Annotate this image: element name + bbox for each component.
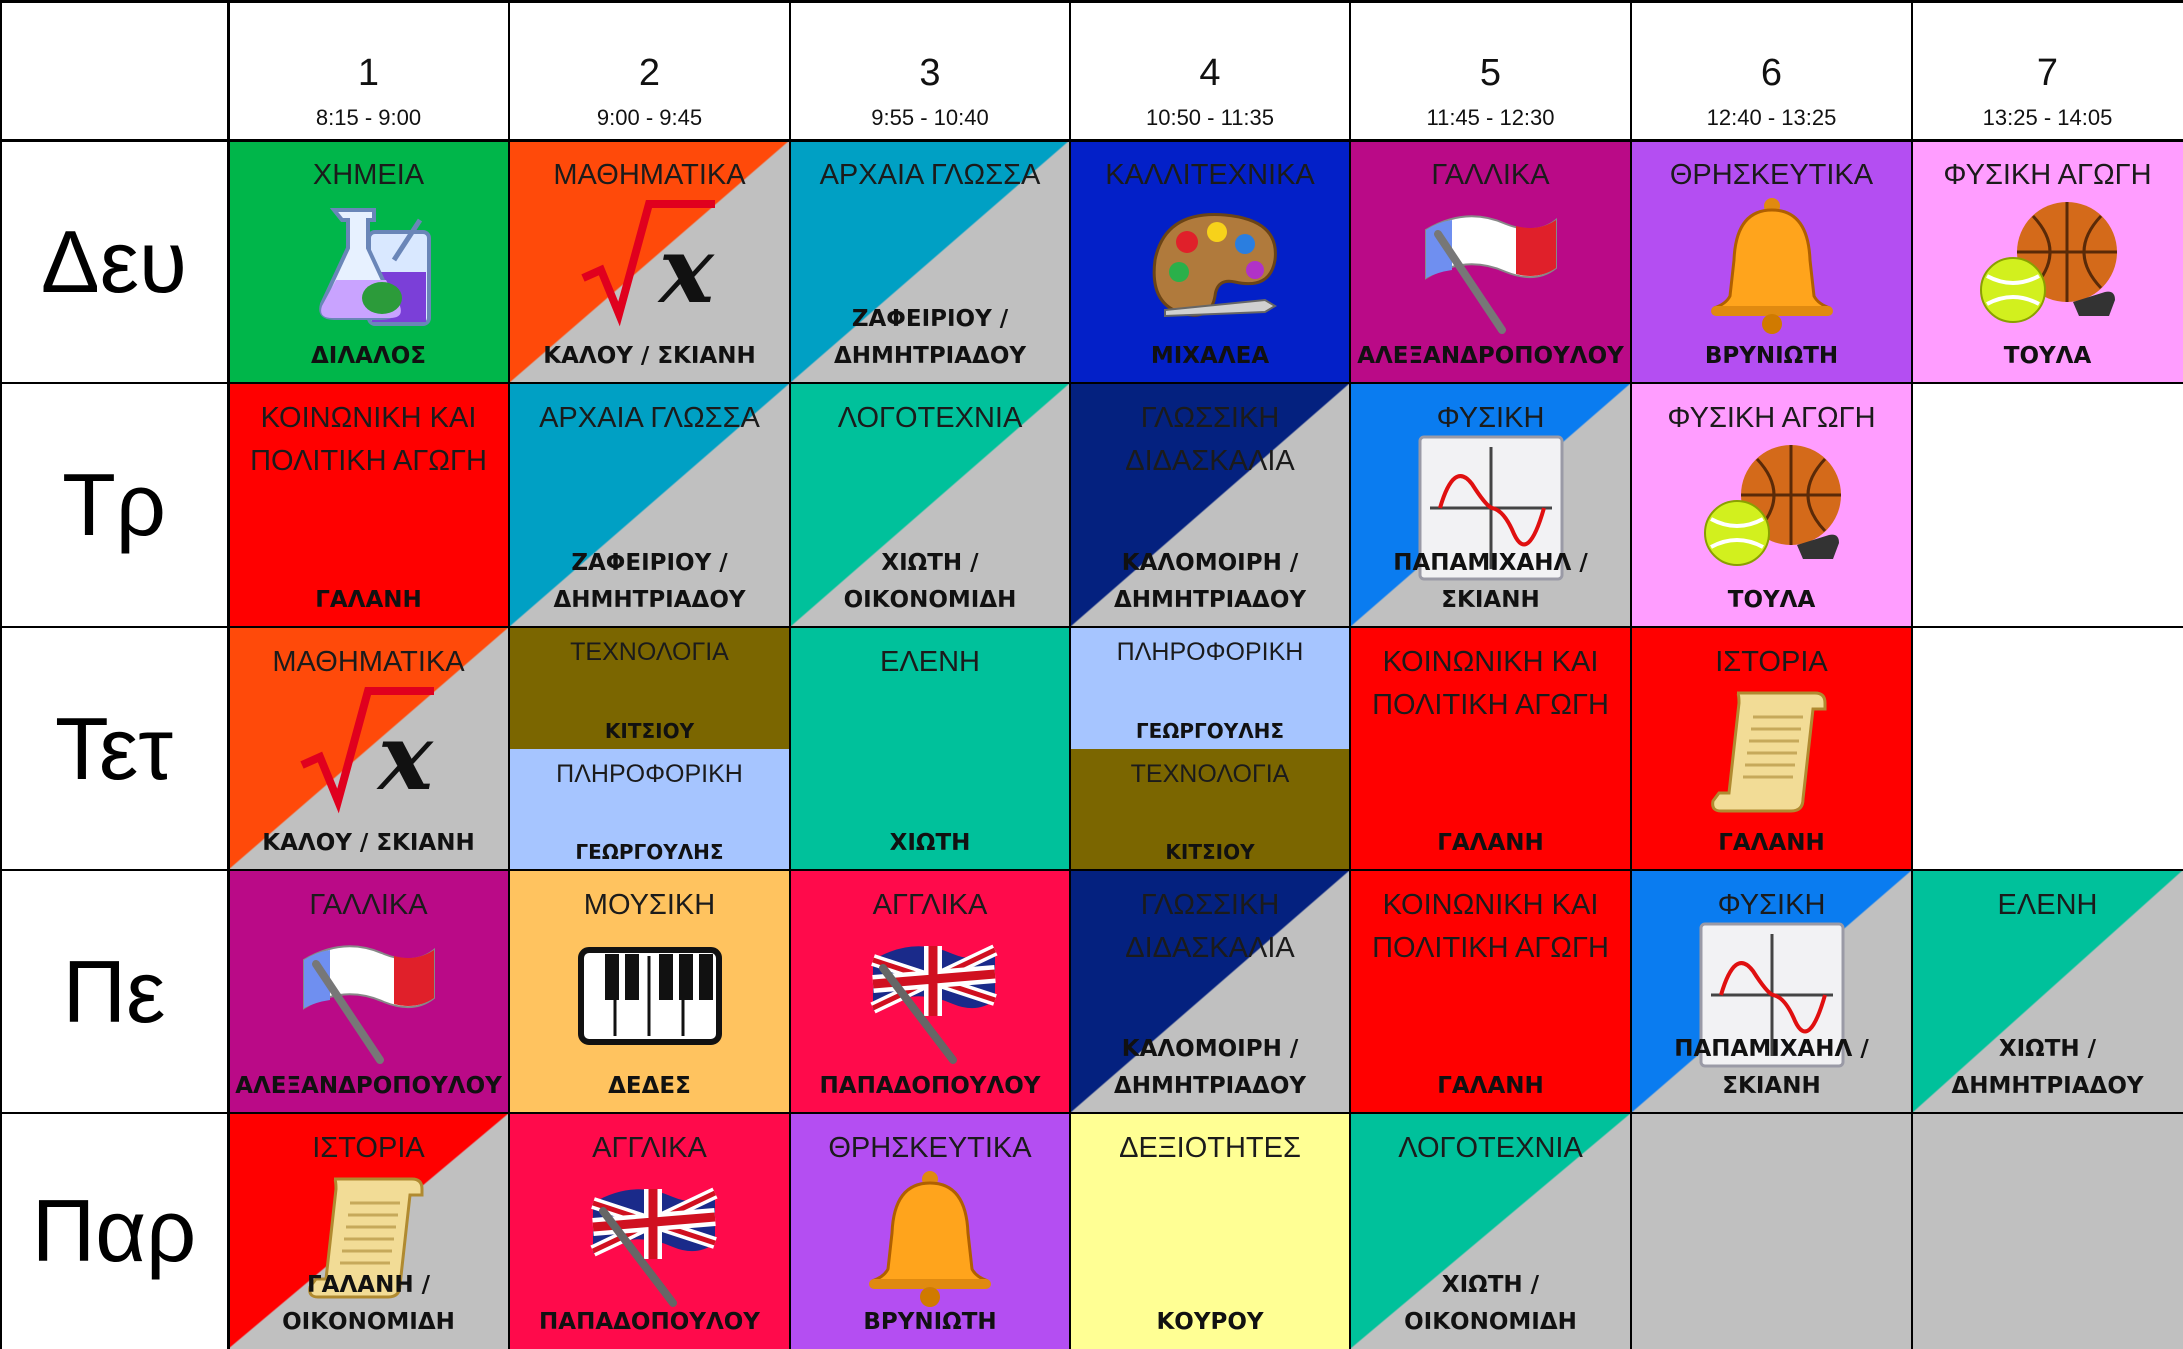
period-time: 9:00 - 9:45 <box>596 105 703 130</box>
teacher-label: ΤΟΥΛΑ <box>1727 587 1816 613</box>
teacher-label: ΓΕΩΡΓΟΥΛΗΣ <box>575 840 724 864</box>
timetable-cell[interactable] <box>1912 140 2183 383</box>
subject-label: ΜΑΘΗΜΑΤΙΚΑ <box>272 646 465 678</box>
timetable-cell[interactable] <box>790 1113 1070 1349</box>
teacher-label: ΧΙΩΤΗ / ΔΗΜΗΤΡΙΑΔΟΥ <box>1951 1036 2144 1099</box>
subject-label: ΛΟΓΟΤΕΧΝΙΑ <box>1398 1132 1583 1164</box>
grid-line <box>508 0 510 1349</box>
timetable-cell[interactable] <box>790 870 1070 1113</box>
teacher-label: ΧΙΩΤΗ / ΟΙΚΟΝΟΜΙΔΗ <box>843 550 1017 613</box>
subject-label: ΓΑΛΛΙΚΑ <box>1431 159 1550 191</box>
teacher-label: ΖΑΦΕΙΡΙΟΥ / ΔΗΜΗΤΡΙΑΔΟΥ <box>553 550 746 613</box>
piano-icon <box>575 920 725 1070</box>
subject-label: ΚΟΙΝΩΝΙΚΗ ΚΑΙ ΠΟΛΙΤΙΚΗ ΑΓΩΓΗ <box>1372 889 1609 964</box>
timetable-cell[interactable] <box>790 383 1070 627</box>
subject-label: ΦΥΣΙΚΗ ΑΓΩΓΗ <box>1667 402 1876 434</box>
grid-line <box>1069 0 1071 1349</box>
teacher-label: ΑΛΕΞΑΝΔΡΟΠΟΥΛΟΥ <box>1357 343 1624 369</box>
teacher-label: ΓΑΛΑΝΗ <box>315 587 422 613</box>
timetable-cell[interactable] <box>1631 140 1912 383</box>
timetable-cell[interactable] <box>228 1113 509 1349</box>
teacher-label: ΚΙΤΣΙΟΥ <box>604 719 695 743</box>
subject-label: ΕΛΕΝΗ <box>880 646 980 678</box>
timetable-cell[interactable] <box>1070 140 1350 383</box>
teacher-label: ΚΑΛΟΜΟΙΡΗ / ΔΗΜΗΤΡΙΑΔΟΥ <box>1113 1036 1307 1099</box>
timetable-cell[interactable] <box>509 140 790 383</box>
period-time: 10:50 - 11:35 <box>1145 105 1275 130</box>
beaker-icon <box>294 190 444 340</box>
palette-icon <box>1135 190 1285 340</box>
teacher-label: ΚΑΛΟΜΟΙΡΗ / ΔΗΜΗΤΡΙΑΔΟΥ <box>1113 550 1307 613</box>
teacher-label: ΧΙΩΤΗ / ΟΙΚΟΝΟΜΙΔΗ <box>1404 1272 1577 1335</box>
subject-label: ΔΕΞΙΟΤΗΤΕΣ <box>1119 1132 1301 1164</box>
period-time: 9:55 - 10:40 <box>871 105 989 130</box>
bell-icon <box>855 1163 1005 1313</box>
period-header <box>1912 0 2183 140</box>
period-number: 1 <box>357 52 380 94</box>
timetable-cell[interactable] <box>1631 383 1912 627</box>
teacher-label: ΒΡΥΝΙΩΤΗ <box>1704 343 1839 369</box>
teacher-label: ΓΑΛΑΝΗ <box>1718 830 1825 856</box>
bell-icon <box>1697 190 1847 340</box>
grid-line <box>1911 0 1913 1349</box>
sports-balls-icon <box>1973 190 2123 340</box>
subject-label: ΦΥΣΙΚΗ <box>1436 402 1545 434</box>
day-label: Τετ <box>54 698 174 798</box>
subject-label: ΙΣΤΟΡΙΑ <box>1715 646 1828 678</box>
teacher-label: ΓΑΛΑΝΗ <box>1437 830 1544 856</box>
subject-label: ΧΗΜΕΙΑ <box>312 159 425 191</box>
timetable-cell[interactable] <box>1070 870 1350 1113</box>
timetable-cell[interactable] <box>1350 627 1631 870</box>
grid-line <box>0 0 2183 3</box>
teacher-label: ΚΙΤΣΙΟΥ <box>1165 840 1255 864</box>
subject-label: ΠΛΗΡΟΦΟΡΙΚΗ <box>1116 638 1304 666</box>
subject-label: ΑΡΧΑΙΑ ΓΛΩΣΣΑ <box>539 402 760 434</box>
period-header <box>790 0 1070 140</box>
period-number: 3 <box>919 52 941 94</box>
timetable-cell[interactable] <box>790 140 1070 383</box>
timetable-cell[interactable] <box>1350 140 1631 383</box>
subject-label: ΑΓΓΛΙΚΑ <box>872 889 988 921</box>
timetable-cell[interactable] <box>1070 749 1350 870</box>
subject-label: ΜΟΥΣΙΚΗ <box>583 889 716 921</box>
uk-flag-icon <box>855 920 1005 1070</box>
period-number: 7 <box>2036 52 2059 94</box>
grid-line <box>1630 0 1632 1349</box>
day-label: Πε <box>62 941 166 1041</box>
subject-label: ΚΟΙΝΩΝΙΚΗ ΚΑΙ ΠΟΛΙΤΙΚΗ ΑΓΩΓΗ <box>1372 646 1609 721</box>
sqrt-icon <box>294 677 444 827</box>
teacher-label: ΓΑΛΑΝΗ <box>1437 1073 1544 1099</box>
grid-line <box>0 382 2183 384</box>
timetable-cell[interactable] <box>509 627 790 749</box>
teacher-label: ΚΑΛΟΥ / ΣΚΙΑΝΗ <box>262 830 475 856</box>
subject-label: ΚΑΛΛΙΤΕΧΝΙΚΑ <box>1105 159 1315 191</box>
subject-label: ΑΡΧΑΙΑ ΓΛΩΣΣΑ <box>819 159 1041 191</box>
timetable-cell[interactable] <box>228 870 509 1113</box>
timetable-cell[interactable] <box>790 627 1070 870</box>
french-flag-icon <box>1416 190 1566 340</box>
period-time: 13:25 - 14:05 <box>1982 105 2113 130</box>
grid-line <box>0 1112 2183 1114</box>
sports-balls-icon <box>1697 433 1847 583</box>
period-number: 2 <box>638 52 661 94</box>
teacher-label: ΚΟΥΡΟΥ <box>1156 1309 1264 1335</box>
timetable-cell[interactable] <box>228 627 509 870</box>
timetable-cell[interactable] <box>509 749 790 870</box>
grid-line <box>0 0 2 1349</box>
grid-line <box>0 139 2183 142</box>
timetable-cell[interactable] <box>1070 383 1350 627</box>
subject-label: ΓΑΛΛΙΚΑ <box>309 889 428 921</box>
subject-label: ΕΛΕΝΗ <box>1997 889 2098 921</box>
grid-line <box>0 869 2183 871</box>
subject-label: ΑΓΓΛΙΚΑ <box>592 1132 707 1164</box>
period-header <box>509 0 790 140</box>
teacher-label: ΚΑΛΟΥ / ΣΚΙΑΝΗ <box>543 343 756 369</box>
period-header <box>228 0 509 140</box>
svg-text:x: x <box>658 216 714 324</box>
subject-label: ΛΟΓΟΤΕΧΝΙΑ <box>837 402 1023 434</box>
timetable-cell[interactable] <box>1070 627 1350 749</box>
period-number: 5 <box>1479 52 1502 94</box>
timetable-cell[interactable] <box>1631 627 1912 870</box>
subject-label: ΘΡΗΣΚΕΥΤΙΚΑ <box>828 1132 1032 1164</box>
subject-label: ΚΟΙΝΩΝΙΚΗ ΚΑΙ ΠΟΛΙΤΙΚΗ ΑΓΩΓΗ <box>250 402 487 477</box>
teacher-label: ΠΑΠΑΜΙΧΑΗΛ / ΣΚΙΑΝΗ <box>1393 550 1588 613</box>
subject-label: ΓΛΩΣΣΙΚΗ ΔΙΔΑΣΚΑΛΙΑ <box>1125 889 1295 964</box>
day-label: Τρ <box>62 455 166 554</box>
day-label: Δευ <box>40 211 188 311</box>
period-time: 8:15 - 9:00 <box>315 105 422 130</box>
french-flag-icon <box>294 920 444 1070</box>
period-time: 11:45 - 12:30 <box>1426 105 1555 130</box>
subject-label: ΠΛΗΡΟΦΟΡΙΚΗ <box>556 760 743 788</box>
timetable-cell[interactable] <box>1350 383 1631 627</box>
timetable-cell[interactable] <box>509 383 790 627</box>
teacher-label: ΠΑΠΑΔΟΠΟΥΛΟΥ <box>819 1073 1041 1099</box>
timetable-cell[interactable] <box>1350 1113 1631 1349</box>
teacher-label: ΑΛΕΞΑΝΔΡΟΠΟΥΛΟΥ <box>235 1073 502 1099</box>
grid-line <box>227 0 230 1349</box>
period-header <box>1350 0 1631 140</box>
period-header <box>1631 0 1912 140</box>
subject-label: ΦΥΣΙΚΗ ΑΓΩΓΗ <box>1943 159 2152 191</box>
timetable-cell[interactable] <box>1912 870 2183 1113</box>
subject-label: ΦΥΣΙΚΗ <box>1717 889 1826 921</box>
teacher-label: ΠΑΠΑΜΙΧΑΗΛ / ΣΚΙΑΝΗ <box>1674 1036 1869 1099</box>
teacher-label: ΧΙΩΤΗ <box>889 830 971 856</box>
empty-cell[interactable] <box>1631 1113 1912 1349</box>
timetable-cell[interactable] <box>1350 870 1631 1113</box>
subject-label: ΙΣΤΟΡΙΑ <box>312 1132 425 1164</box>
timetable-cell[interactable] <box>509 870 790 1113</box>
teacher-label: ΓΕΩΡΓΟΥΛΗΣ <box>1135 719 1285 743</box>
teacher-label: ΠΑΠΑΔΟΠΟΥΛΟΥ <box>539 1309 760 1335</box>
period-number: 4 <box>1199 52 1221 94</box>
teacher-label: ΖΑΦΕΙΡΙΟΥ / ΔΗΜΗΤΡΙΑΔΟΥ <box>833 306 1027 369</box>
timetable-cell[interactable] <box>228 140 509 383</box>
subject-label: ΘΡΗΣΚΕΥΤΙΚΑ <box>1669 159 1874 191</box>
subject-label: ΤΕΧΝΟΛΟΓΙΑ <box>1130 760 1290 788</box>
scroll-icon <box>1697 677 1847 827</box>
timetable-cell[interactable] <box>509 1113 790 1349</box>
teacher-label: ΜΙΧΑΛΕΑ <box>1150 343 1270 369</box>
svg-text:x: x <box>377 703 433 811</box>
period-number: 6 <box>1760 52 1783 94</box>
period-header <box>1070 0 1350 140</box>
timetable-cell[interactable] <box>228 383 509 627</box>
subject-label: ΓΛΩΣΣΙΚΗ ΔΙΔΑΣΚΑΛΙΑ <box>1125 402 1295 477</box>
teacher-label: ΓΑΛΑΝΗ / ΟΙΚΟΝΟΜΙΔΗ <box>282 1272 455 1335</box>
period-time: 12:40 - 13:25 <box>1706 105 1837 130</box>
sqrt-icon <box>575 190 725 340</box>
teacher-label: ΤΟΥΛΑ <box>2003 343 2092 369</box>
empty-cell[interactable] <box>1912 1113 2183 1349</box>
teacher-label: ΔΙΛΑΛΟΣ <box>310 343 427 369</box>
teacher-label: ΔΕΔΕΣ <box>608 1073 691 1099</box>
timetable-cell[interactable] <box>1070 1113 1350 1349</box>
grid-line <box>0 626 2183 628</box>
day-label: Παρ <box>31 1181 197 1280</box>
uk-flag-icon <box>575 1163 725 1313</box>
timetable-cell[interactable] <box>1631 870 1912 1113</box>
subject-label: ΤΕΧΝΟΛΟΓΙΑ <box>570 638 729 666</box>
grid-line <box>1349 0 1351 1349</box>
teacher-label: ΒΡΥΝΙΩΤΗ <box>863 1309 997 1335</box>
grid-line <box>789 0 791 1349</box>
subject-label: ΜΑΘΗΜΑΤΙΚΑ <box>553 159 746 191</box>
